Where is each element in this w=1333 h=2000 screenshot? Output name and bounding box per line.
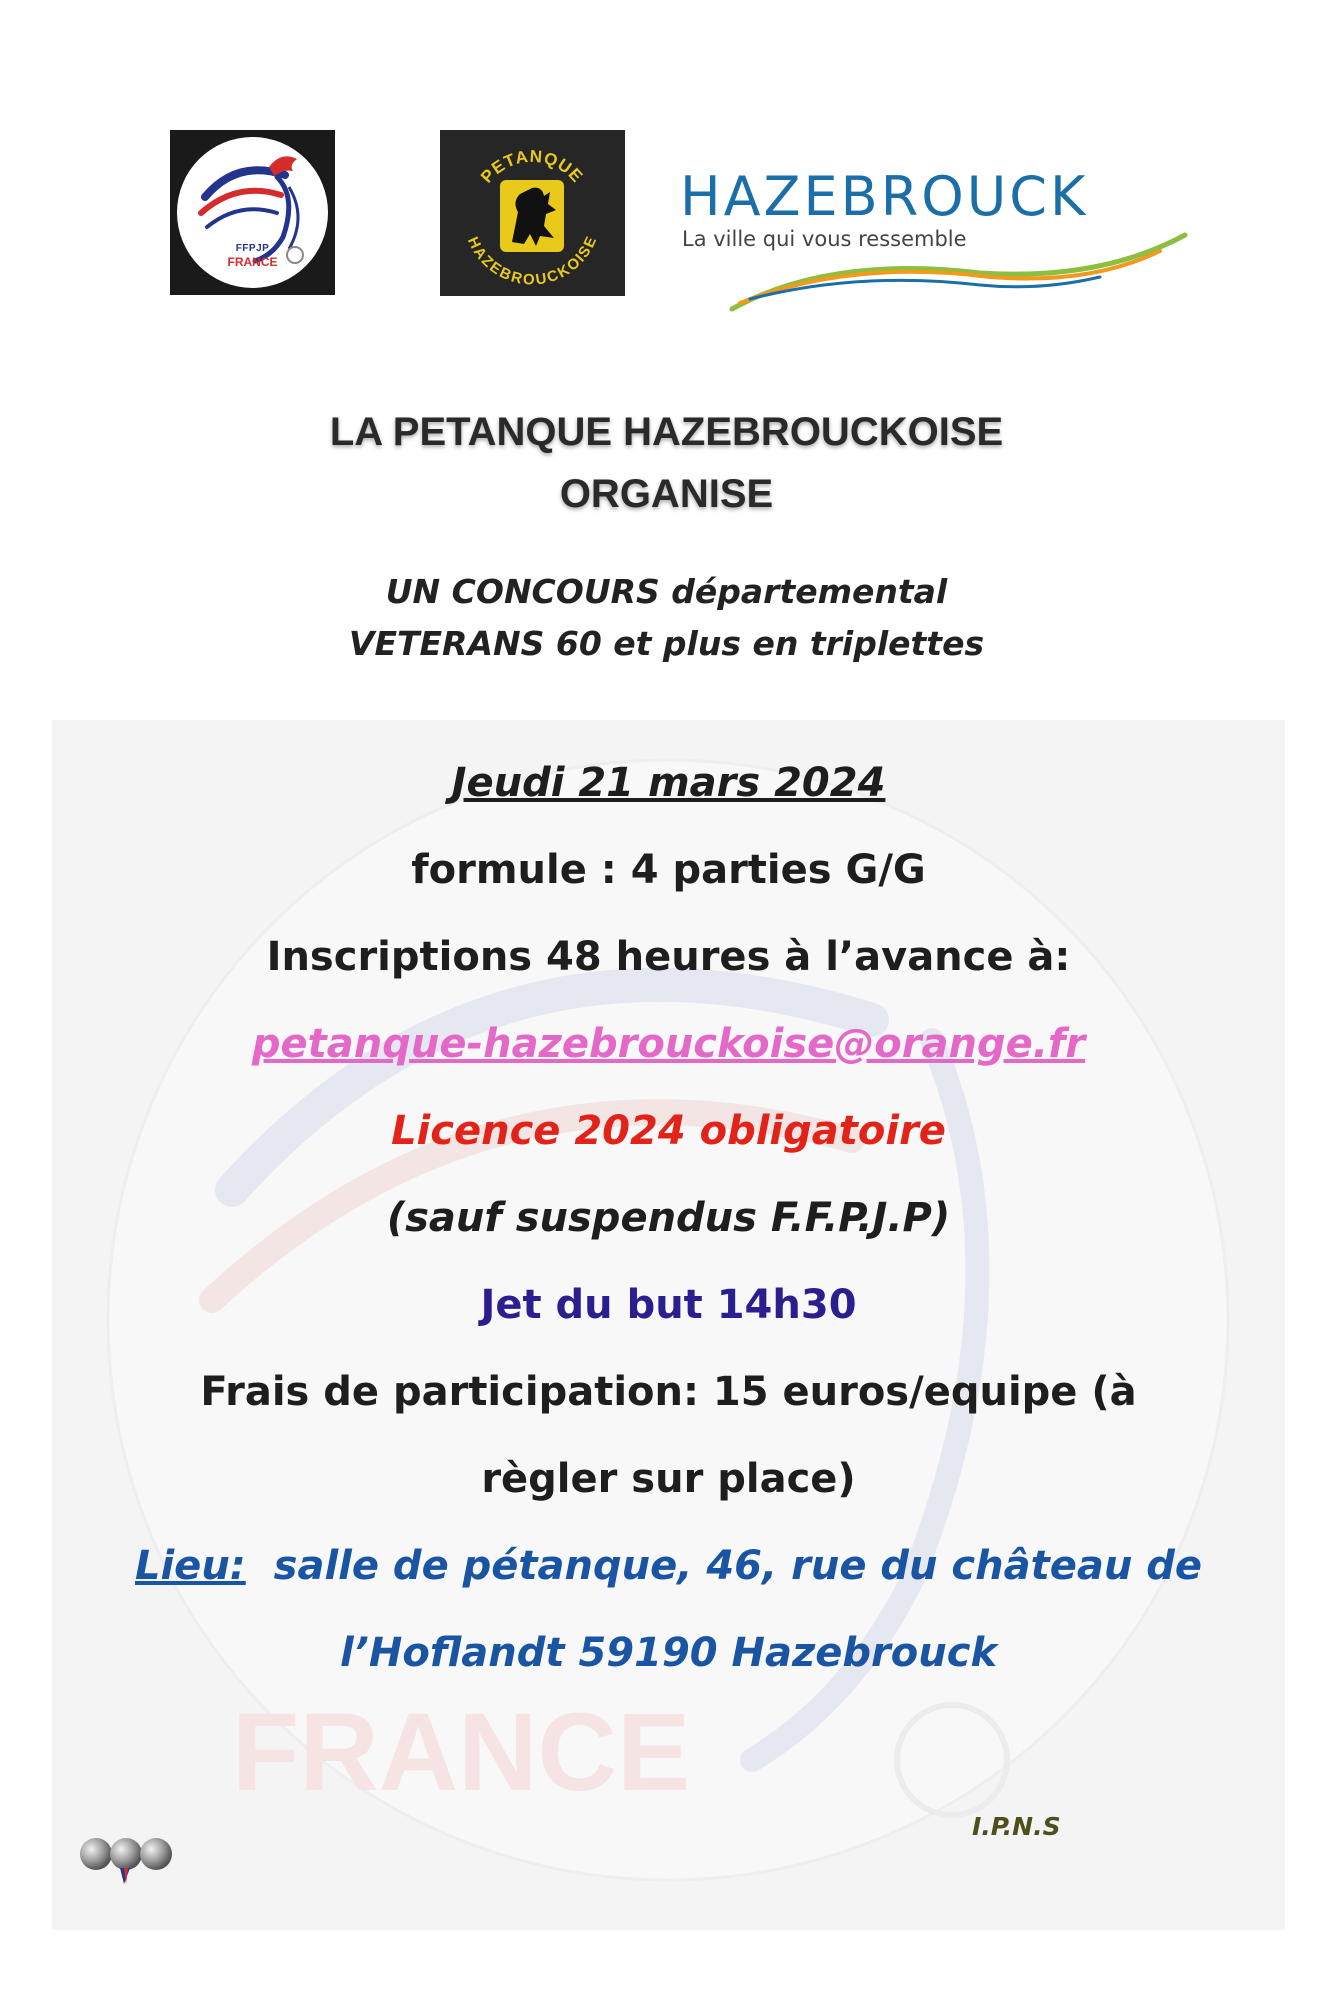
city-swoosh-icon — [680, 215, 1200, 315]
event-date: Jeudi 21 mars 2024 — [451, 760, 886, 806]
club-emblem — [440, 130, 625, 296]
club-logo — [440, 130, 625, 296]
registration-text: Inscriptions 48 heures à l’avance à: — [266, 934, 1071, 980]
club-logo-arc-bottom: HAZEBROUCKOISE — [463, 234, 601, 289]
ffpjp-logo — [170, 130, 335, 295]
city-tagline: La ville qui vous ressemble — [682, 227, 967, 251]
location-line-1 — [52, 1543, 1285, 1589]
ffpjp-logo-circle — [177, 137, 328, 288]
location-line-2: l’Hoflandt 59190 Hazebrouck — [339, 1630, 998, 1676]
title-line-2: ORGANISE — [559, 472, 774, 516]
fees-line-2: règler sur place) — [481, 1456, 856, 1502]
watermark-text: FRANCE — [232, 1691, 691, 1814]
details-panel — [52, 720, 1285, 1930]
fees-line-1: Frais de participation: 15 euros/equipe (à — [200, 1369, 1137, 1415]
start-time: Jet du but 14h30 — [480, 1282, 857, 1328]
ipns-notice: I.P.N.S — [972, 1812, 1061, 1841]
event-formula: formule : 4 parties G/G — [411, 847, 926, 893]
ffpjp-logo-line1: FFPJP — [235, 243, 270, 254]
petanque-balls-icon — [74, 1830, 184, 1890]
licence-exception: (sauf suspendus F.F.P.J.P) — [386, 1195, 951, 1241]
club-logo-arc-top: PETANQUE — [477, 146, 587, 187]
lion-icon — [500, 180, 564, 252]
location-address-1: salle de pétanque, 46, rue du château de — [273, 1543, 1202, 1589]
hazebrouck-logo — [680, 165, 1200, 315]
subtitle-line-2: VETERANS 60 et plus en triplettes — [348, 624, 985, 663]
subtitle-line-1: UN CONCOURS départemental — [385, 572, 948, 611]
ffpjp-logo-line2: FRANCE — [227, 255, 278, 269]
location-label: Lieu: — [134, 1543, 246, 1589]
licence-requirement: Licence 2024 obligatoire — [391, 1108, 946, 1154]
registration-email-link[interactable]: petanque-hazebrouckoise@orange.fr — [251, 1021, 1086, 1067]
title-line-1: LA PETANQUE HAZEBROUCKOISE — [329, 410, 1004, 454]
city-name: HAZEBROUCK — [680, 165, 1089, 228]
